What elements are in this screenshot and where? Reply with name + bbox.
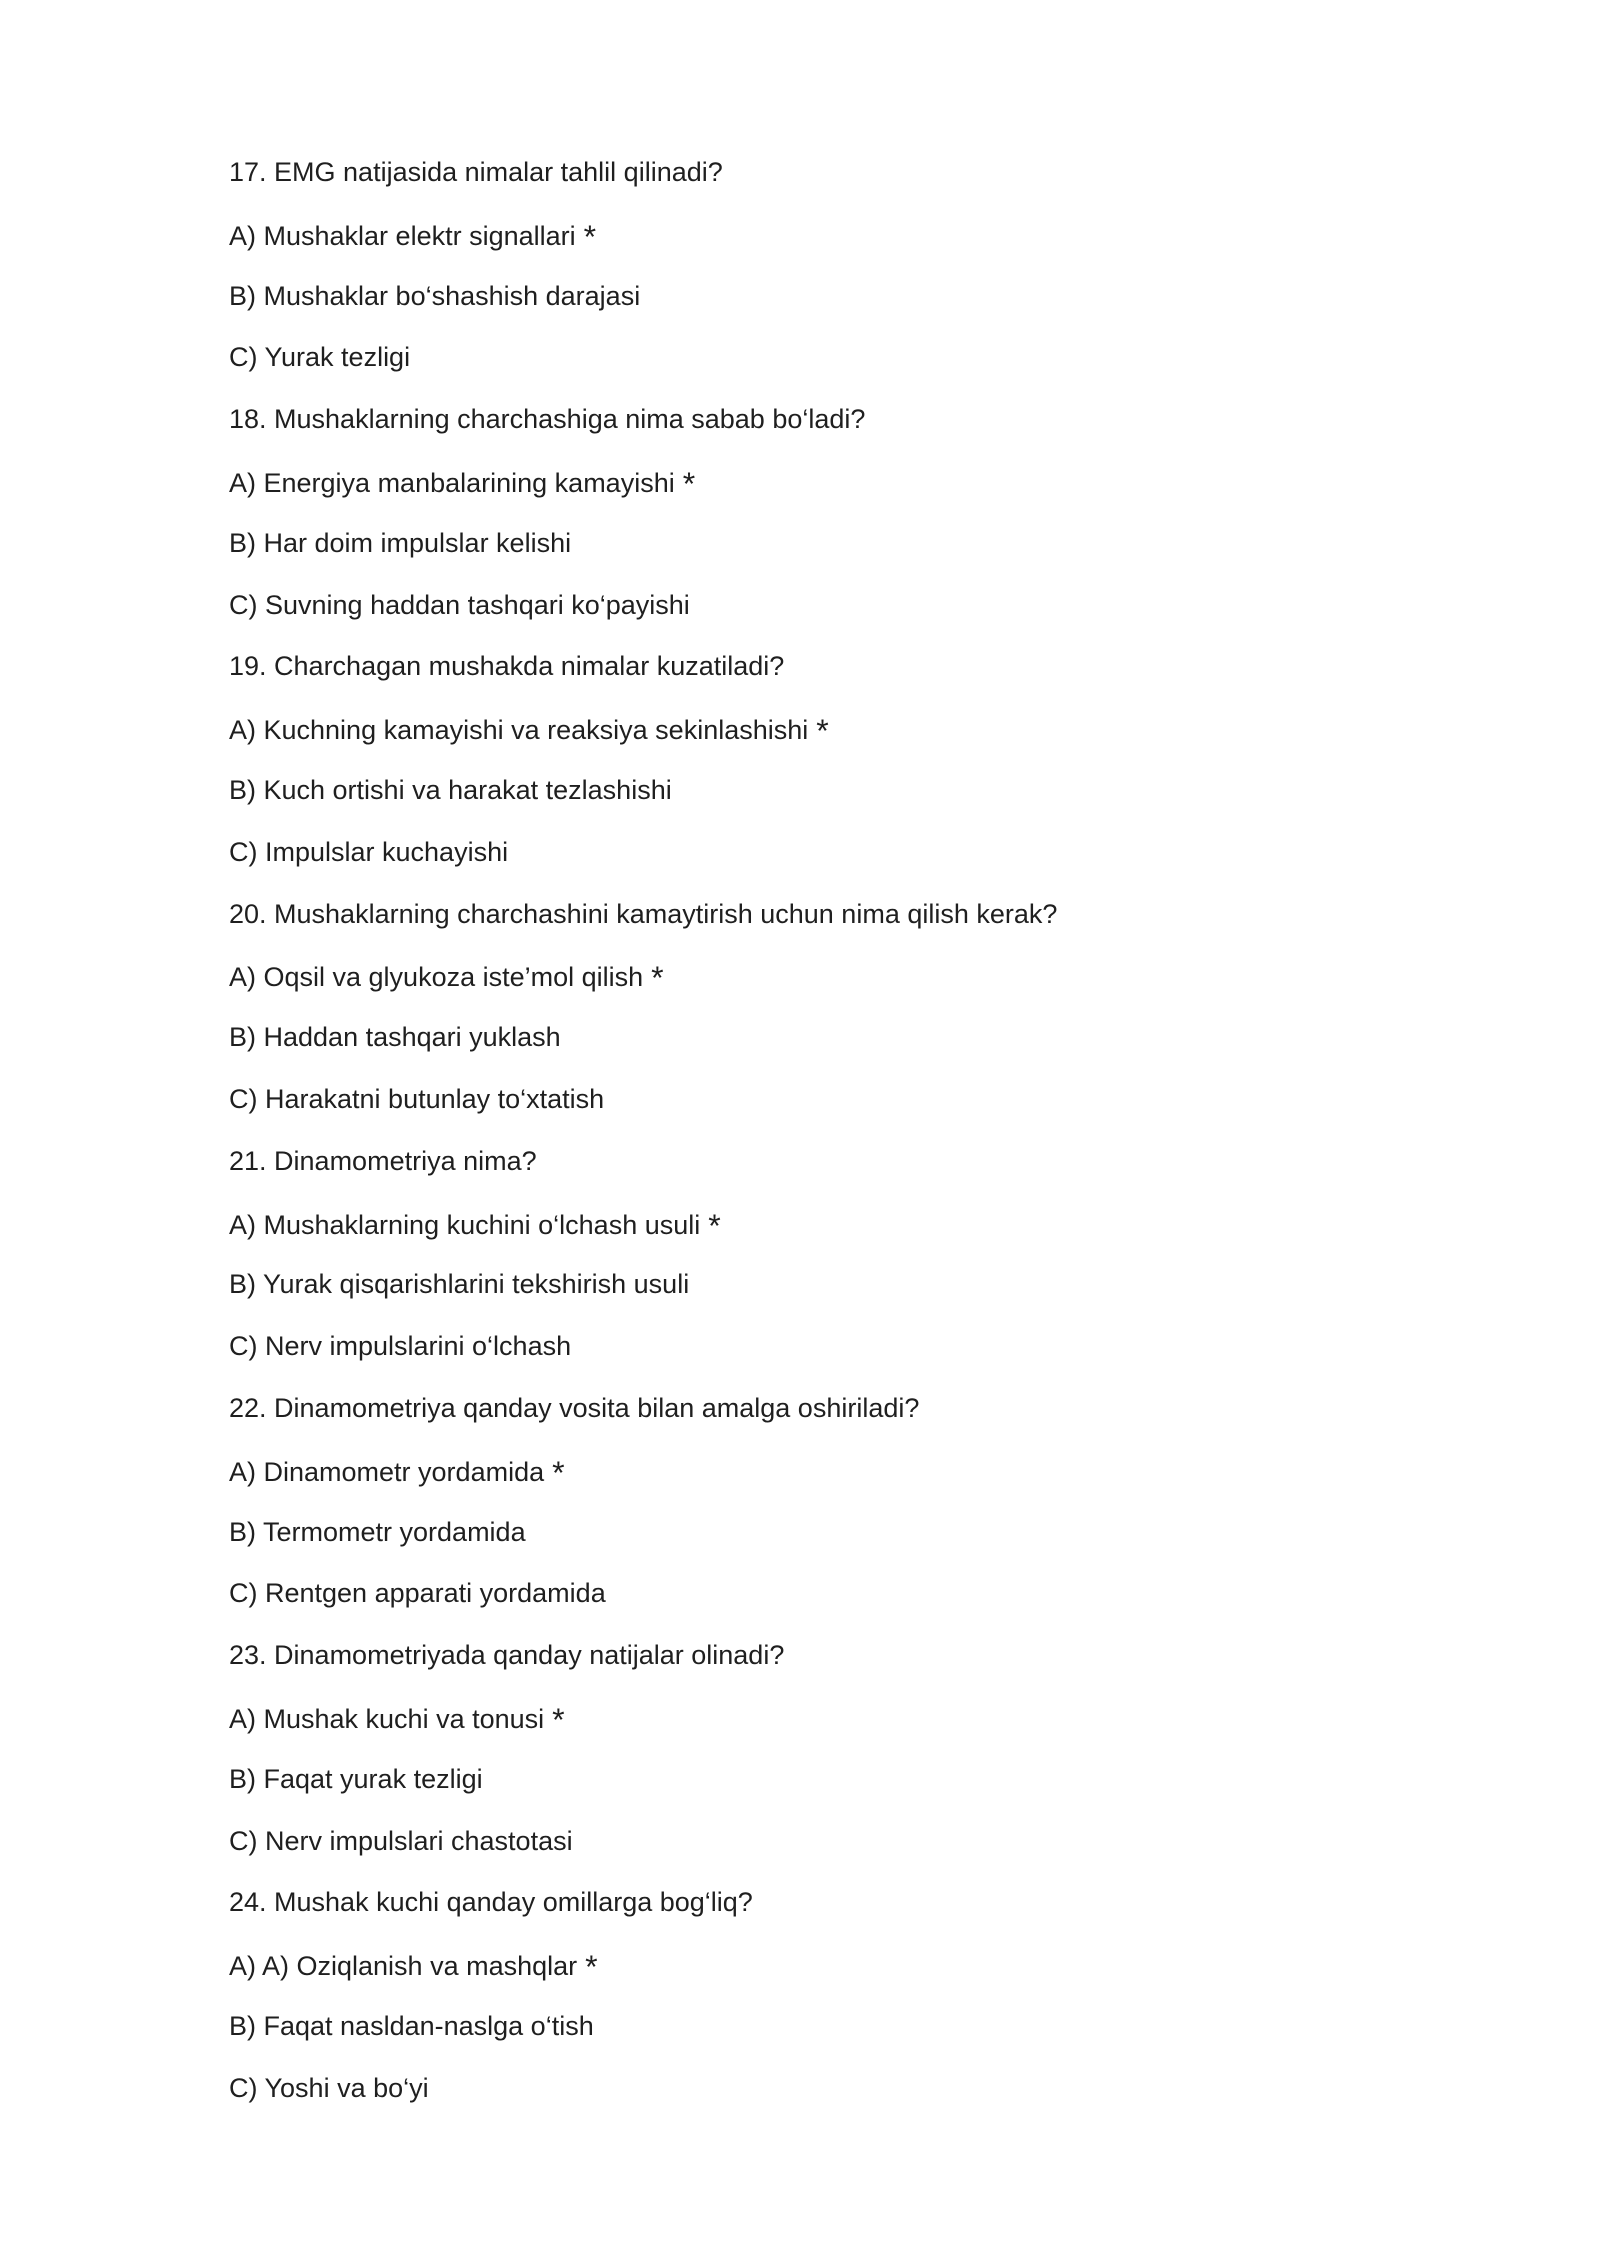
answer-option xyxy=(229,1262,1429,1324)
answer-option-text: B) Mushaklar bo‘shashish darajasi xyxy=(229,280,641,311)
answer-option xyxy=(229,1448,1429,1510)
answer-option xyxy=(229,1757,1429,1819)
question-text: 24. Mushak kuchi qanday omillarga bog‘liq? xyxy=(229,1887,753,1918)
answer-option xyxy=(229,459,1429,521)
answer-option-text: B) Haddan tashqari yuklash xyxy=(229,1022,561,1053)
question-text: 22. Dinamometriya qanday vosita bilan amalga oshiriladi? xyxy=(229,1392,920,1423)
answer-option-text: A) Mushaklar elektr signallari xyxy=(229,220,576,251)
answer-option-text: C) Yoshi va bo‘yi xyxy=(229,2072,429,2103)
answer-option-text: B) Faqat yurak tezligi xyxy=(229,1763,483,1794)
correct-answer-marker: * xyxy=(552,1701,565,1738)
answer-option xyxy=(229,1510,1429,1572)
answer-option xyxy=(229,706,1429,768)
answer-option-text: C) Yurak tezligi xyxy=(229,342,411,373)
correct-answer-marker: * xyxy=(552,1454,565,1491)
answer-option-text: A) A) Oziqlanish va mashqlar xyxy=(229,1951,578,1982)
answer-option xyxy=(229,521,1429,583)
answer-option xyxy=(229,830,1429,892)
answer-option xyxy=(229,1077,1429,1139)
answer-option-text: A) Dinamometr yordamida xyxy=(229,1456,545,1487)
question-text: 21. Dinamometriya nima? xyxy=(229,1145,537,1176)
answer-option-text: C) Nerv impulslari chastotasi xyxy=(229,1825,573,1856)
correct-answer-marker: * xyxy=(585,1949,598,1986)
answer-option xyxy=(229,1571,1429,1633)
answer-option xyxy=(229,953,1429,1015)
answer-option-text: A) Oqsil va glyukoza iste’mol qilish xyxy=(229,962,644,993)
answer-option xyxy=(229,335,1429,397)
answer-option-text: C) Suvning haddan tashqari ko‘payishi xyxy=(229,589,690,620)
answer-option-text: A) Mushaklarning kuchini o‘lchash usuli xyxy=(229,1209,701,1240)
question-list xyxy=(229,150,1429,2128)
answer-option xyxy=(229,1819,1429,1881)
correct-answer-marker: * xyxy=(708,1207,721,1244)
answer-option-text: B) Faqat nasldan-naslga o‘tish xyxy=(229,2010,594,2041)
answer-option xyxy=(229,274,1429,336)
answer-option xyxy=(229,768,1429,830)
question-text: 23. Dinamometriyada qanday natijalar olinadi? xyxy=(229,1640,785,1671)
answer-option-text: C) Rentgen apparati yordamida xyxy=(229,1578,606,1609)
answer-option-text: B) Har doim impulslar kelishi xyxy=(229,527,572,558)
correct-answer-marker: * xyxy=(682,465,696,502)
correct-answer-marker: * xyxy=(816,713,829,750)
answer-option-text: C) Nerv impulslarini o‘lchash xyxy=(229,1331,572,1362)
answer-option xyxy=(229,2004,1429,2066)
answer-option-text: B) Kuch ortishi va harakat tezlashishi xyxy=(229,774,672,805)
answer-option xyxy=(229,1695,1429,1757)
correct-answer-marker: * xyxy=(583,218,597,255)
answer-option xyxy=(229,1015,1429,1077)
answer-option-text: A) Kuchning kamayishi va reaksiya sekinlashishi xyxy=(229,715,809,746)
question-text: 17. EMG natijasida nimalar tahlil qilinadi? xyxy=(229,157,723,187)
answer-option-text: A) Mushak kuchi va tonusi xyxy=(229,1703,545,1734)
answer-option xyxy=(229,2066,1429,2128)
answer-option-text: B) Yurak qisqarishlarini tekshirish usuli xyxy=(229,1269,690,1300)
correct-answer-marker: * xyxy=(651,960,664,997)
answer-option-text: C) Impulslar kuchayishi xyxy=(229,836,509,867)
answer-option-text: B) Termometr yordamida xyxy=(229,1516,526,1547)
answer-option-text: C) Harakatni butunlay to‘xtatish xyxy=(229,1083,605,1114)
answer-option xyxy=(229,1324,1429,1386)
question-text: 19. Charchagan mushakda nimalar kuzatiladi? xyxy=(229,651,785,682)
answer-option-text: A) Energiya manbalarining kamayishi xyxy=(229,467,675,498)
question-text: 18. Mushaklarning charchashiga nima sabab bo‘ladi? xyxy=(229,404,866,435)
answer-option xyxy=(229,1942,1429,2004)
answer-option xyxy=(229,583,1429,645)
answer-option xyxy=(229,1201,1429,1263)
answer-option xyxy=(229,212,1429,274)
question-text: 20. Mushaklarning charchashini kamaytirish uchun nima qilish kerak? xyxy=(229,898,1058,929)
